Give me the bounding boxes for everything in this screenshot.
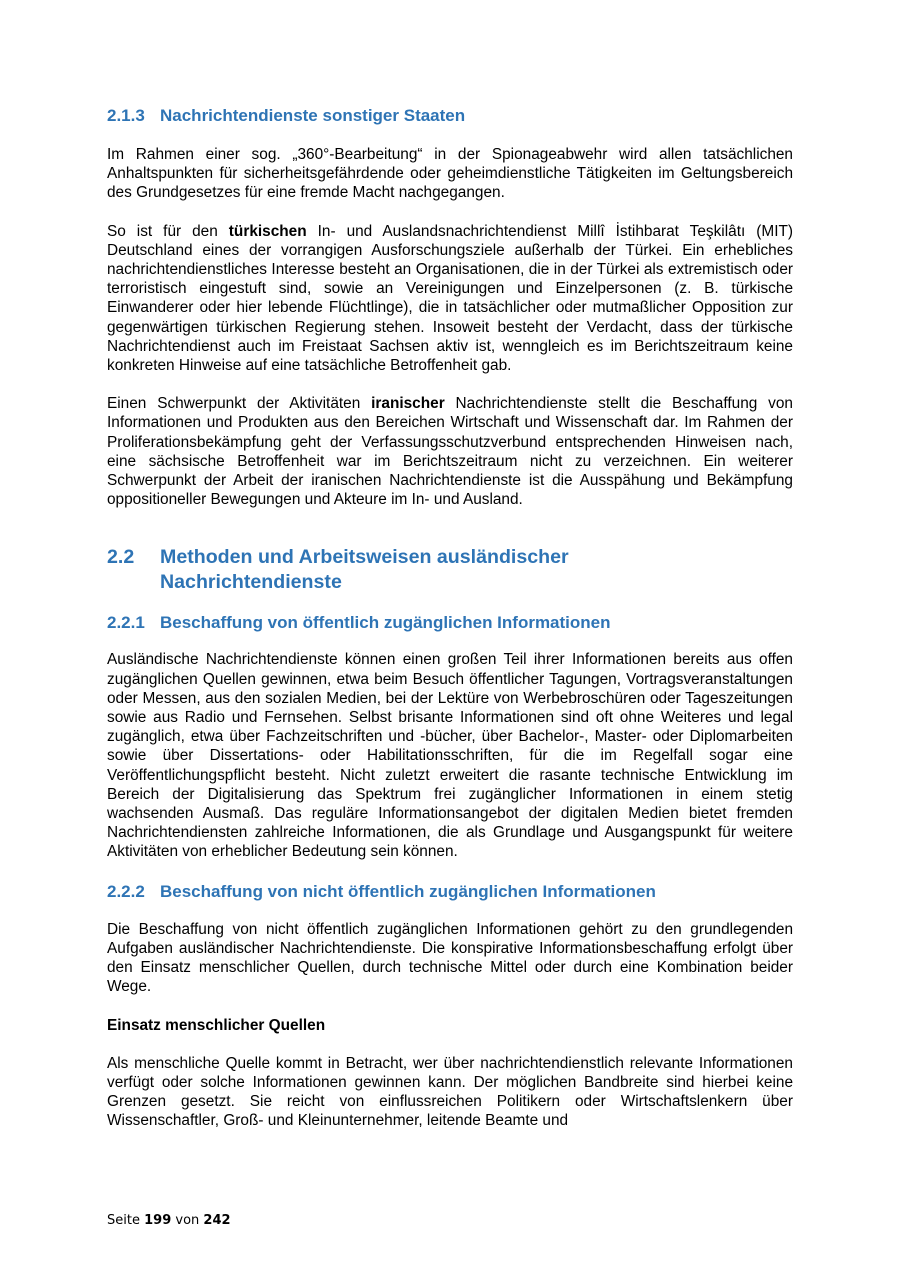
heading-2-2-1 [107,611,793,635]
paragraph-menschliche-quelle: Als menschliche Quelle kommt in Betracht, wer über nachrichtendienstlich relevante Informationen verfügt oder solche Informationen gewinnen kann. Der möglichen Bandbreite sind hierbei keine Grenzen gesetzt. Sie reicht von einflussreichen Politikern oder Wirtschaftslenkern über Wissenschaftler, Groß- und Kleinunternehmer, leitende Beamte und [107,1054,793,1130]
heading-number: 2.2 [107,546,135,569]
heading-2-2 [107,545,793,595]
page-total: 242 [203,1213,231,1228]
heading-2-2-2 [107,880,793,904]
heading-title: Methoden und Arbeitsweisen ausländischer Nachrichtendienste [160,546,569,594]
heading-title: Beschaffung von nicht öffentlich zugänglichen Informationen [160,881,656,901]
bold-tuerkischen: türkischen [228,222,307,240]
paragraph-tuerkei: So ist für den türkischen In- und Auslandsnachrichtendienst Millî İstihbarat Teşkilâtı (MIT) Deutschland eines der vorrangigen Ausforschungsziele außerhalb der Türkei. Ein erhebliches nachrichtendienstliches Interesse besteht an Organisationen, die in der Türkei als extremistisch oder terroristisch eingestuft sind, sowie an Vereinigungen und Einzelpersonen (z. B. türkische Einwanderer oder hier lebende Flüchtlinge), die in tatsächlicher oder mutmaßlicher Opposition zur gegenwärtigen türkischen Regierung stehen. Insoweit besteht der Verdacht, dass der türkische Nachrichtendienst auch im Freistaat Sachsen aktiv ist, wenngleich es im Berichtszeitraum keine konkreten Hinweise auf eine tatsächliche Betroffenheit gab. [107,222,793,375]
bold-iranischer: iranischer [371,395,445,413]
heading-2-1-3 [107,104,793,128]
document-page [107,104,793,1130]
heading-title: Nachrichtendienste sonstiger Staaten [160,106,466,125]
heading-number: 2.1.3 [107,106,145,125]
paragraph-offene-quellen: Ausländische Nachrichtendienste können einen großen Teil ihrer Informationen bereits aus offen zugänglichen Quellen gewinnen, etwa beim Besuch öffentlicher Tagungen, Vortragsveranstaltungen oder Messen, aus den sozialen Medien, bei der Lektüre von Werbebroschüren oder Tageszeitungen sowie aus Radio und Fernsehen. Selbst brisante Informationen sind oft ohne Weiteres und legal zugänglich, etwa über Fachzeitschriften und -bücher, über Bachelor-, Master- oder Diplomarbeiten sowie über Dissertations- oder Habilitationsschriften, für die im Regelfall sogar eine Veröffentlichungspflicht besteht. Nicht zuletzt erweitert die rasante technische Entwicklung im Bereich der Digitalisierung das Spektrum frei zugänglicher Informationen in einem stetig wachsenden Ausmaß. Das reguläre Informationsangebot der digitalen Medien bietet fremden Nachrichtendiensten zahlreiche Informationen, die als Grundlage und Ausgangspunkt für weitere Aktivitäten von erheblicher Bedeutung sein können. [107,651,793,861]
paragraph-iran: Einen Schwerpunkt der Aktivitäten iranischer Nachrichtendienste stellt die Beschaffung von Informationen und Produkten aus den Bereichen Wirtschaft und Wissenschaft dar. Im Rahmen der Proliferationsbekämpfung geht der Verfassungsschutzverbund entsprechenden Hinweisen nach, eine sächsische Betroffenheit war im Berichtszeitraum nicht zu verzeichnen. Ein weiterer Schwerpunkt der Arbeit der iranischen Nachrichtendienste ist die Ausspähung und Bekämpfung oppositioneller Bewegungen und Akteure im In- und Ausland. [107,395,793,509]
heading-number: 2.2.2 [107,881,145,901]
paragraph-konspirative-beschaffung: Die Beschaffung von nicht öffentlich zugänglichen Informationen gehört zu den grundlegenden Aufgaben ausländischer Nachrichtendienste. Die konspirative Informationsbeschaffung erfolgt über den Einsatz menschlicher Quellen, durch technische Mittel oder durch eine Kombination beider Wege. [107,920,793,996]
subheading-menschliche-quellen: Einsatz menschlicher Quellen [107,1016,326,1034]
page-number: 199 [144,1213,172,1228]
page-footer: Seite 199 von 242 [107,1213,231,1228]
paragraph-360-bearbeitung: Im Rahmen einer sog. „360°-Bearbeitung“ in der Spionageabwehr wird allen tatsächlichen Anhaltspunkten für sicherheitsgefährdende oder geheimdienstliche Tätigkeiten im Geltungsbereich des Grundgesetzes für eine fremde Macht nachgegangen. [107,146,793,202]
heading-title: Beschaffung von öffentlich zugänglichen Informationen [160,613,611,633]
heading-number: 2.2.1 [107,613,145,633]
